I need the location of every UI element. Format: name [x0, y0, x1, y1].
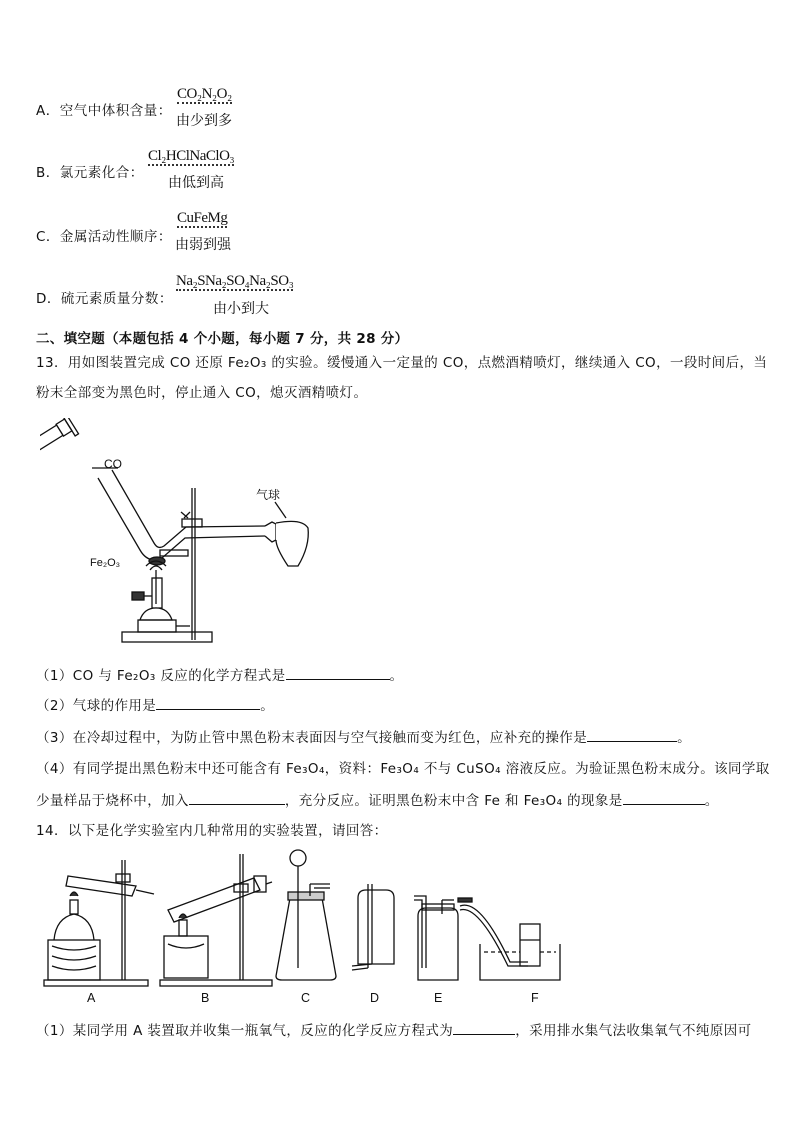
q13-sub1-blank[interactable] — [286, 666, 390, 680]
option-b-label: B．氯元素化合： — [36, 165, 144, 181]
fe2o3-label: Fe₂O₃ — [90, 557, 121, 569]
option-d-order: 由小到大 — [213, 301, 269, 317]
balloon-label: 气球 — [256, 488, 281, 502]
q14-sub1 — [36, 1021, 752, 1041]
option-c-label: C．金属活动性顺序： — [36, 229, 172, 245]
co-reduction-apparatus-figure — [40, 418, 340, 650]
q13-sub4-end: 。 — [704, 793, 719, 809]
co-label: CO — [104, 457, 122, 471]
q13-sub4-blank-b[interactable] — [623, 791, 705, 805]
apparatus-e — [414, 896, 458, 980]
q13-sub2 — [36, 696, 274, 716]
apparatus-f — [458, 898, 560, 980]
q13-sub4-text-b: ，充分反应。证明黑色粉末中含 Fe 和 Fe₃O₄ 的现象是 — [284, 793, 623, 809]
q13-sub1 — [36, 666, 403, 686]
option-a-label: A．空气中体积含量： — [36, 103, 172, 119]
option-c-order: 由弱到强 — [175, 237, 231, 253]
label-b: B — [201, 991, 210, 1005]
q13-sub2-text: （2）气球的作用是 — [36, 698, 157, 714]
q13-sub1-text: （1）CO 与 Fe₂O₃ 反应的化学方程式是 — [36, 668, 286, 684]
apparatus-b — [160, 854, 272, 986]
q13-intro-line2: 粉末全部变为黑色时，停止通入 CO，熄灭酒精喷灯。 — [36, 385, 368, 401]
q14-sub1-blank[interactable] — [453, 1021, 515, 1035]
q13-sub3-text: （3）在冷却过程中，为防止管中黑色粉末表面因与空气接触而变为红色，应补充的操作是 — [36, 730, 588, 746]
q13-sub4-text-a: 少量样品于烧杯中，加入 — [36, 793, 189, 809]
label-c: C — [301, 991, 311, 1005]
q13-sub3-blank[interactable] — [587, 728, 677, 742]
option-b-formula: Cl₂HClNaClO₃ — [148, 148, 235, 164]
q13-sub2-end: 。 — [260, 698, 275, 714]
q13-sub1-end: 。 — [389, 668, 404, 684]
label-a: A — [87, 991, 96, 1005]
option-d-label: D．硫元素质量分数： — [36, 291, 173, 307]
option-a-formula: CO₂N₂O₂ — [177, 86, 232, 102]
q14-intro: 14．以下是化学实验室内几种常用的实验装置，请回答： — [36, 823, 388, 839]
q13-intro-line1: 13．用如图装置完成 CO 还原 Fe₂O₃ 的实验。缓慢通入一定量的 CO，点燃酒精喷灯，继续通入 CO，一段时间后，当 — [36, 355, 768, 371]
section-heading: 二、填空题（本题包括 4 个小题，每小题 7 分，共 28 分） — [36, 331, 409, 347]
option-b-order: 由低到高 — [168, 175, 224, 191]
q13-sub3-end: 。 — [677, 730, 691, 746]
q14-sub1-text: （1）某同学用 A 装置取并收集一瓶氧气，反应的化学反应方程式为 — [36, 1023, 454, 1039]
apparatus-d — [352, 884, 394, 970]
q14-sub1-text-b: ，采用排水集气法收集氧气不纯原因可 — [515, 1023, 752, 1039]
lab-apparatus-figure — [40, 848, 580, 1008]
apparatus-a — [44, 860, 154, 986]
q13-sub4-line2 — [36, 791, 719, 811]
q13-sub4-blank-a[interactable] — [189, 791, 285, 805]
q13-sub3 — [36, 728, 691, 748]
q13-sub2-blank[interactable] — [156, 696, 260, 710]
label-f: F — [531, 991, 539, 1005]
option-d-formula: Na₂SNa₂SO₄Na₂SO₃ — [176, 273, 294, 289]
apparatus-c — [276, 850, 336, 980]
q13-sub4-line1: （4）有同学提出黑色粉末中还可能含有 Fe₃O₄，资料：Fe₃O₄ 不与 CuSO₄ 溶液反应。为验证黑色粉末成分。该同学取 — [36, 761, 770, 777]
option-a-order: 由少到多 — [176, 113, 232, 129]
label-d: D — [370, 991, 380, 1005]
option-c-formula: CuFeMg — [177, 210, 228, 226]
label-e: E — [434, 991, 443, 1005]
